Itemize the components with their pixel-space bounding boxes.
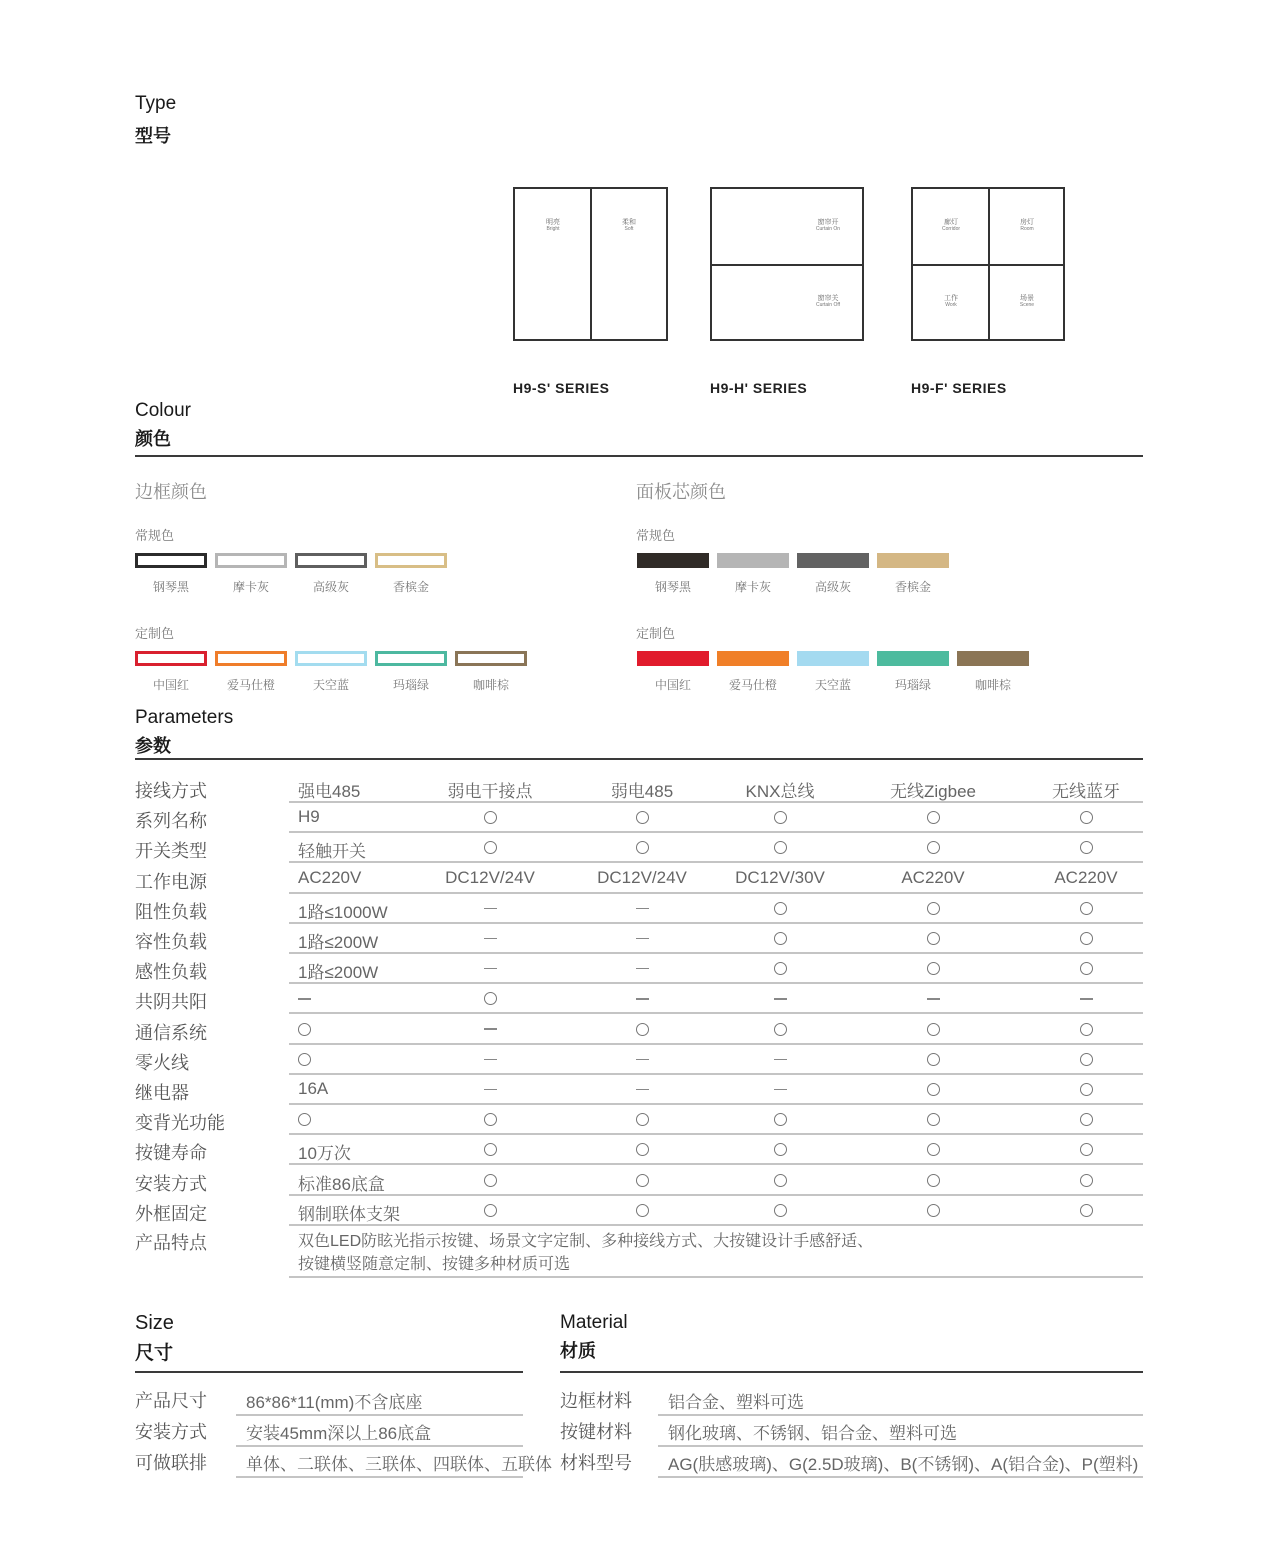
material-row-value: 铝合金、塑料可选 bbox=[668, 1393, 804, 1412]
circle-icon bbox=[774, 1143, 787, 1156]
params-row bbox=[135, 1015, 1143, 1045]
circle-icon bbox=[774, 1113, 787, 1126]
supported-circle-icon bbox=[572, 837, 712, 857]
params-row-label: 开关类型 bbox=[135, 841, 207, 862]
series-label-h9-f: H9-F' SERIES bbox=[911, 380, 1007, 396]
circle-icon bbox=[927, 962, 940, 975]
params-row-label: 共阴共阳 bbox=[135, 992, 207, 1013]
size-row-value: 安装45mm深以上86底盒 bbox=[246, 1424, 432, 1443]
type-title-cn: 型号 bbox=[135, 126, 171, 146]
supported-circle-icon bbox=[710, 898, 850, 918]
core-colour-swatch bbox=[637, 651, 709, 666]
params-row-label: 安装方式 bbox=[135, 1173, 207, 1194]
not-applicable-dash-icon bbox=[420, 1079, 560, 1099]
supported-circle-icon bbox=[863, 1109, 1003, 1129]
circle-icon bbox=[636, 1023, 649, 1036]
frame-colour-title: 边框颜色 bbox=[135, 482, 207, 502]
section-divider bbox=[560, 1371, 1143, 1373]
circle-icon bbox=[484, 992, 497, 1005]
params-row bbox=[135, 924, 1143, 954]
params-cell: 标准86底盒 bbox=[298, 1174, 385, 1194]
circle-icon bbox=[636, 811, 649, 824]
row-divider bbox=[236, 1414, 523, 1416]
panel-divider bbox=[712, 264, 862, 266]
supported-circle-icon bbox=[710, 1109, 850, 1129]
supported-circle-icon bbox=[1016, 1019, 1156, 1039]
core-colour-swatch bbox=[957, 651, 1029, 666]
supported-circle-icon bbox=[710, 1200, 850, 1220]
supported-circle-icon bbox=[1016, 898, 1156, 918]
not-applicable-dash-icon bbox=[710, 988, 850, 1008]
colour-swatch-label: 摩卡灰 bbox=[734, 580, 771, 594]
params-cell: H9 bbox=[298, 807, 320, 827]
params-row bbox=[135, 1105, 1143, 1135]
circle-icon bbox=[484, 811, 497, 824]
frame-regular-label: 常规色 bbox=[135, 528, 175, 543]
material-row-label: 按键材料 bbox=[560, 1422, 632, 1442]
not-applicable-dash-icon bbox=[420, 1019, 560, 1039]
params-row-label: 外框固定 bbox=[135, 1203, 207, 1224]
panel-button-label: 明亮 Bright bbox=[546, 219, 560, 232]
dash-icon bbox=[774, 998, 787, 999]
type-title-en: Type bbox=[135, 93, 177, 114]
panel-button-label: 房灯 Room bbox=[1020, 219, 1034, 232]
size-row-value: 单体、二联体、三联体、四联体、五联体 bbox=[246, 1455, 552, 1474]
dash-icon bbox=[484, 908, 497, 909]
supported-circle-icon bbox=[1016, 1109, 1156, 1129]
diagram-h9-s bbox=[513, 187, 668, 341]
circle-icon bbox=[927, 1023, 940, 1036]
supported-circle-icon bbox=[572, 1170, 712, 1190]
params-cell: 弱电干接点 bbox=[447, 782, 533, 801]
supported-circle-icon bbox=[420, 988, 560, 1008]
circle-icon bbox=[484, 1143, 497, 1156]
panel-divider bbox=[913, 264, 1063, 266]
params-row bbox=[135, 1196, 1143, 1226]
not-applicable-dash-icon bbox=[572, 1049, 712, 1069]
not-applicable-dash-icon bbox=[420, 1049, 560, 1069]
supported-circle-icon bbox=[572, 1109, 712, 1129]
supported-circle-icon bbox=[1016, 1200, 1156, 1220]
colour-swatch-label: 钢琴黑 bbox=[654, 580, 691, 594]
dash-icon bbox=[484, 1059, 497, 1060]
params-row-label: 继电器 bbox=[135, 1083, 189, 1103]
circle-icon bbox=[774, 932, 787, 945]
params-cell: DC12V/24V bbox=[597, 867, 687, 887]
supported-circle-icon bbox=[710, 1139, 850, 1159]
material-row-label: 材料型号 bbox=[560, 1453, 632, 1473]
circle-icon bbox=[484, 1204, 497, 1217]
core-colour-swatch bbox=[797, 553, 869, 568]
params-cell: 16A bbox=[298, 1079, 329, 1098]
params-cell: DC12V/30V bbox=[735, 867, 825, 887]
section-divider bbox=[135, 1371, 523, 1373]
row-divider bbox=[658, 1445, 1143, 1447]
circle-icon bbox=[484, 841, 497, 854]
frame-colour-swatch bbox=[135, 553, 207, 568]
circle-icon bbox=[636, 1174, 649, 1187]
params-cell: 1路≤1000W bbox=[298, 902, 388, 922]
params-row bbox=[135, 1166, 1143, 1196]
not-applicable-dash-icon bbox=[298, 988, 311, 1008]
supported-circle-icon bbox=[298, 1109, 311, 1129]
colour-title-en: Colour bbox=[135, 400, 191, 421]
supported-circle-icon bbox=[863, 1049, 1003, 1069]
dash-icon bbox=[484, 938, 497, 939]
params-title-cn: 参数 bbox=[135, 736, 171, 756]
core-colour-swatch bbox=[717, 553, 789, 568]
circle-icon bbox=[1080, 1053, 1093, 1066]
circle-icon bbox=[484, 1174, 497, 1187]
frame-custom-label: 定制色 bbox=[135, 626, 175, 641]
params-row bbox=[135, 1135, 1143, 1165]
features-row bbox=[135, 1229, 1143, 1279]
core-regular-label: 常规色 bbox=[636, 528, 676, 543]
not-applicable-dash-icon bbox=[710, 1079, 850, 1099]
row-divider bbox=[236, 1476, 523, 1478]
circle-icon bbox=[636, 1113, 649, 1126]
colour-swatch-label: 咖啡棕 bbox=[974, 678, 1011, 692]
panel-divider bbox=[590, 189, 592, 339]
series-label-h9-s: H9-S' SERIES bbox=[513, 380, 610, 396]
colour-swatch-label: 玛瑙绿 bbox=[894, 678, 931, 692]
supported-circle-icon bbox=[863, 1019, 1003, 1039]
material-row-label: 边框材料 bbox=[560, 1391, 632, 1411]
params-cell: AC220V bbox=[298, 867, 362, 887]
circle-icon bbox=[1080, 902, 1093, 915]
dash-icon bbox=[636, 1059, 649, 1060]
params-title-en: Parameters bbox=[135, 707, 234, 728]
supported-circle-icon bbox=[420, 837, 560, 857]
circle-icon bbox=[774, 1023, 787, 1036]
dash-icon bbox=[484, 1089, 497, 1090]
features-label: 产品特点 bbox=[135, 1233, 207, 1253]
params-cell: 1路≤200W bbox=[298, 963, 379, 983]
dash-icon bbox=[298, 998, 311, 999]
params-row-label: 零火线 bbox=[135, 1052, 189, 1073]
circle-icon bbox=[927, 1083, 940, 1096]
colour-swatch-label: 咖啡棕 bbox=[472, 678, 509, 692]
params-row-label: 感性负载 bbox=[135, 962, 207, 983]
dash-icon bbox=[636, 908, 649, 909]
supported-circle-icon bbox=[710, 1019, 850, 1039]
colour-swatch-label: 中国红 bbox=[654, 678, 691, 692]
colour-swatch-label: 香槟金 bbox=[392, 580, 429, 594]
row-divider bbox=[289, 1224, 1143, 1226]
params-cell: 无线蓝牙 bbox=[1052, 782, 1120, 801]
core-colour-swatch bbox=[797, 651, 869, 666]
colour-swatch-label: 香槟金 bbox=[894, 580, 931, 594]
supported-circle-icon bbox=[863, 1139, 1003, 1159]
params-row-label: 系列名称 bbox=[135, 811, 207, 832]
dash-icon bbox=[636, 998, 649, 999]
params-row bbox=[135, 803, 1143, 833]
circle-icon bbox=[927, 932, 940, 945]
circle-icon bbox=[298, 1023, 311, 1036]
circle-icon bbox=[1080, 1083, 1093, 1096]
circle-icon bbox=[1080, 1023, 1093, 1036]
supported-circle-icon bbox=[420, 1200, 560, 1220]
colour-swatch-label: 中国红 bbox=[152, 678, 189, 692]
supported-circle-icon bbox=[863, 837, 1003, 857]
size-row-label: 安装方式 bbox=[135, 1422, 207, 1442]
frame-colour-swatch bbox=[295, 553, 367, 568]
panel-button-label: 柔和 Soft bbox=[622, 219, 636, 232]
params-cell: 强电485 bbox=[298, 782, 361, 801]
section-divider bbox=[135, 455, 1143, 457]
not-applicable-dash-icon bbox=[420, 898, 560, 918]
circle-icon bbox=[1080, 932, 1093, 945]
size-row-label: 产品尺寸 bbox=[135, 1391, 207, 1411]
panel-button-label: 窗帘关 Curtain Off bbox=[815, 295, 841, 308]
params-cell: DC12V/24V bbox=[445, 867, 535, 887]
not-applicable-dash-icon bbox=[420, 928, 560, 948]
params-cell: 10万次 bbox=[298, 1144, 351, 1164]
features-line: 双色LED防眩光指示按键、场景文字定制、多种接线方式、大按键设计手感舒适、 bbox=[298, 1233, 874, 1250]
params-row-label: 工作电源 bbox=[135, 871, 207, 892]
dash-icon bbox=[636, 938, 649, 939]
supported-circle-icon bbox=[420, 1139, 560, 1159]
circle-icon bbox=[1080, 1174, 1093, 1187]
supported-circle-icon bbox=[863, 898, 1003, 918]
panel-button-label: 场景 Scene bbox=[1019, 295, 1035, 308]
params-row-label: 容性负载 bbox=[135, 932, 207, 952]
circle-icon bbox=[1080, 1113, 1093, 1126]
params-row-label: 阻性负载 bbox=[135, 901, 207, 922]
colour-swatch-label: 摩卡灰 bbox=[232, 580, 269, 594]
params-row-label: 变背光功能 bbox=[135, 1113, 225, 1134]
material-row-value: 钢化玻璃、不锈钢、铝合金、塑料可选 bbox=[668, 1424, 957, 1443]
series-label-h9-h: H9-H' SERIES bbox=[710, 380, 808, 396]
circle-icon bbox=[1080, 811, 1093, 824]
params-row bbox=[135, 864, 1143, 894]
not-applicable-dash-icon bbox=[710, 1049, 850, 1069]
params-row bbox=[135, 894, 1143, 924]
circle-icon bbox=[927, 1143, 940, 1156]
supported-circle-icon bbox=[298, 1019, 311, 1039]
supported-circle-icon bbox=[572, 1139, 712, 1159]
supported-circle-icon bbox=[420, 807, 560, 827]
dash-icon bbox=[484, 968, 497, 969]
params-cell: 钢制联体支架 bbox=[298, 1204, 400, 1224]
params-row bbox=[135, 1075, 1143, 1105]
params-row bbox=[135, 984, 1143, 1014]
supported-circle-icon bbox=[1016, 1049, 1156, 1069]
not-applicable-dash-icon bbox=[572, 958, 712, 978]
material-row-value: AG(肤感玻璃)、G(2.5D玻璃)、B(不锈钢)、A(铝合金)、P(塑料) bbox=[668, 1455, 1139, 1474]
supported-circle-icon bbox=[710, 1170, 850, 1190]
circle-icon bbox=[774, 902, 787, 915]
frame-colour-swatch bbox=[375, 553, 447, 568]
params-row-label: 通信系统 bbox=[135, 1022, 207, 1043]
not-applicable-dash-icon bbox=[572, 988, 712, 1008]
panel-button-label: 工作 Work bbox=[944, 295, 958, 308]
supported-circle-icon bbox=[710, 928, 850, 948]
params-row bbox=[135, 833, 1143, 863]
size-row-value: 86*86*11(mm)不含底座 bbox=[246, 1393, 423, 1412]
colour-swatch-label: 天空蓝 bbox=[814, 678, 851, 692]
supported-circle-icon bbox=[1016, 1079, 1156, 1099]
not-applicable-dash-icon bbox=[1016, 988, 1156, 1008]
dash-icon bbox=[484, 1028, 497, 1029]
diagram-h9-h bbox=[710, 187, 864, 341]
circle-icon bbox=[774, 962, 787, 975]
colour-swatch-label: 高级灰 bbox=[312, 580, 349, 594]
circle-icon bbox=[774, 1204, 787, 1217]
supported-circle-icon bbox=[1016, 928, 1156, 948]
circle-icon bbox=[927, 902, 940, 915]
circle-icon bbox=[774, 841, 787, 854]
row-divider bbox=[236, 1445, 523, 1447]
not-applicable-dash-icon bbox=[572, 1079, 712, 1099]
features-text bbox=[298, 1230, 873, 1276]
params-cell: 弱电485 bbox=[610, 782, 674, 801]
circle-icon bbox=[636, 1204, 649, 1217]
circle-icon bbox=[1080, 1143, 1093, 1156]
frame-colour-swatch bbox=[135, 651, 207, 666]
supported-circle-icon bbox=[710, 958, 850, 978]
core-custom-label: 定制色 bbox=[636, 626, 676, 641]
frame-colour-swatch bbox=[215, 553, 287, 568]
core-colour-swatch bbox=[877, 651, 949, 666]
not-applicable-dash-icon bbox=[420, 958, 560, 978]
supported-circle-icon bbox=[710, 837, 850, 857]
colour-swatch-label: 高级灰 bbox=[814, 580, 851, 594]
dash-icon bbox=[774, 1059, 787, 1060]
colour-swatch-label: 爱马仕橙 bbox=[728, 678, 777, 692]
features-line: 按键横竖随意定制、按键多种材质可选 bbox=[298, 1256, 571, 1273]
dash-icon bbox=[636, 1089, 649, 1090]
size-title-en: Size bbox=[135, 1312, 174, 1334]
supported-circle-icon bbox=[863, 958, 1003, 978]
dash-icon bbox=[774, 1089, 787, 1090]
params-row bbox=[135, 773, 1143, 803]
params-row bbox=[135, 954, 1143, 984]
core-colour-swatch bbox=[717, 651, 789, 666]
not-applicable-dash-icon bbox=[863, 988, 1003, 1008]
params-cell: KNX总线 bbox=[745, 782, 815, 801]
supported-circle-icon bbox=[420, 1170, 560, 1190]
frame-colour-swatch bbox=[215, 651, 287, 666]
params-row-label: 接线方式 bbox=[135, 781, 207, 801]
panel-button-label: 廊灯 Corridor bbox=[941, 219, 961, 232]
not-applicable-dash-icon bbox=[572, 898, 712, 918]
supported-circle-icon bbox=[863, 1079, 1003, 1099]
size-row-label: 可做联排 bbox=[135, 1453, 207, 1473]
supported-circle-icon bbox=[863, 928, 1003, 948]
circle-icon bbox=[636, 1143, 649, 1156]
supported-circle-icon bbox=[1016, 1170, 1156, 1190]
colour-swatch-label: 天空蓝 bbox=[312, 678, 349, 692]
frame-colour-swatch bbox=[295, 651, 367, 666]
dash-icon bbox=[927, 998, 940, 999]
not-applicable-dash-icon bbox=[572, 928, 712, 948]
dash-icon bbox=[1080, 998, 1093, 999]
circle-icon bbox=[927, 841, 940, 854]
circle-icon bbox=[774, 1174, 787, 1187]
material-title-en: Material bbox=[560, 1312, 628, 1333]
colour-swatch-label: 玛瑙绿 bbox=[392, 678, 429, 692]
supported-circle-icon bbox=[1016, 807, 1156, 827]
frame-colour-swatch bbox=[375, 651, 447, 666]
circle-icon bbox=[484, 1113, 497, 1126]
frame-colour-swatch bbox=[455, 651, 527, 666]
supported-circle-icon bbox=[420, 1109, 560, 1129]
circle-icon bbox=[927, 1174, 940, 1187]
row-divider bbox=[658, 1476, 1143, 1478]
supported-circle-icon bbox=[863, 1200, 1003, 1220]
supported-circle-icon bbox=[298, 1049, 311, 1069]
supported-circle-icon bbox=[1016, 958, 1156, 978]
params-row bbox=[135, 1045, 1143, 1075]
supported-circle-icon bbox=[863, 1170, 1003, 1190]
circle-icon bbox=[927, 1204, 940, 1217]
supported-circle-icon bbox=[572, 1019, 712, 1039]
size-title-cn: 尺寸 bbox=[135, 1343, 174, 1364]
supported-circle-icon bbox=[863, 807, 1003, 827]
circle-icon bbox=[1080, 841, 1093, 854]
params-cell: 1路≤200W bbox=[298, 933, 379, 952]
circle-icon bbox=[298, 1053, 311, 1066]
params-cell: AC220V bbox=[901, 867, 965, 887]
supported-circle-icon bbox=[1016, 837, 1156, 857]
colour-swatch-label: 爱马仕橙 bbox=[226, 678, 275, 692]
circle-icon bbox=[1080, 962, 1093, 975]
row-divider bbox=[289, 1276, 1143, 1278]
material-title-cn: 材质 bbox=[560, 1341, 596, 1361]
circle-icon bbox=[774, 811, 787, 824]
circle-icon bbox=[927, 1053, 940, 1066]
params-row-label: 按键寿命 bbox=[135, 1143, 207, 1164]
panel-button-label: 窗帘开 Curtain On bbox=[815, 219, 841, 232]
supported-circle-icon bbox=[710, 807, 850, 827]
diagram-h9-f bbox=[911, 187, 1065, 341]
params-cell: 轻触开关 bbox=[298, 842, 366, 862]
circle-icon bbox=[298, 1113, 311, 1126]
colour-swatch-label: 钢琴黑 bbox=[152, 580, 189, 594]
params-cell: 无线Zigbee bbox=[890, 782, 976, 801]
section-divider bbox=[135, 758, 1143, 760]
circle-icon bbox=[927, 811, 940, 824]
dash-icon bbox=[636, 968, 649, 969]
colour-title-cn: 颜色 bbox=[135, 429, 171, 449]
circle-icon bbox=[1080, 1204, 1093, 1217]
supported-circle-icon bbox=[572, 1200, 712, 1220]
core-colour-swatch bbox=[877, 553, 949, 568]
core-colour-swatch bbox=[637, 553, 709, 568]
circle-icon bbox=[927, 1113, 940, 1126]
circle-icon bbox=[636, 841, 649, 854]
row-divider bbox=[658, 1414, 1143, 1416]
supported-circle-icon bbox=[572, 807, 712, 827]
core-colour-title: 面板芯颜色 bbox=[636, 482, 726, 502]
supported-circle-icon bbox=[1016, 1139, 1156, 1159]
params-cell: AC220V bbox=[1054, 867, 1118, 887]
